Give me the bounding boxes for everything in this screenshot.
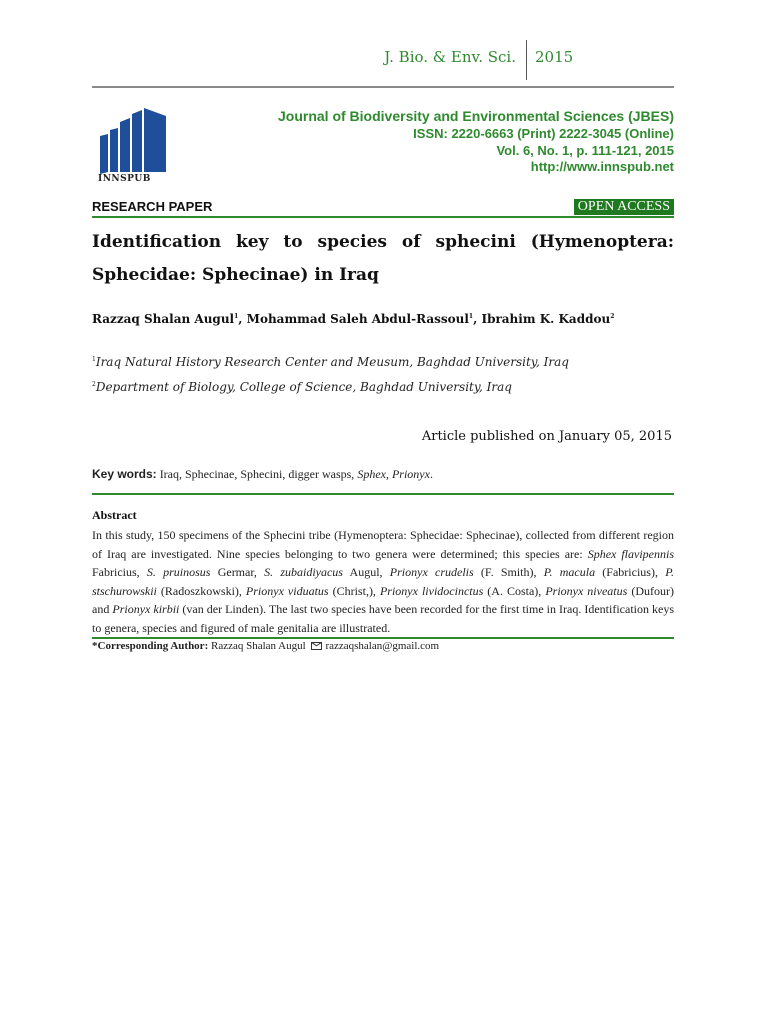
journal-url[interactable]: http://www.innspub.net <box>530 159 674 174</box>
corresponding-name: Razzaq Shalan Augul <box>208 640 309 652</box>
journal-short-title: J. Bio. & Env. Sci. <box>384 48 516 66</box>
section-rule-top <box>92 216 674 218</box>
author-affil-mark: 2 <box>610 313 615 320</box>
affiliation-text: Department of Biology, College of Science, Baghdad University, Iraq <box>95 380 512 394</box>
abstract-text: Fabricius, <box>92 565 147 580</box>
abstract-text: (Christ,), <box>328 583 380 598</box>
abstract-text: In this study, 150 specimens of the Sphecini tribe (Hymenoptera: Sphecidae: Sphecinae), collected from different region of Iraq are investigated. Nine species belonging to two genera were determined; this species are: <box>92 528 674 561</box>
abstract-text: (A. Costa), <box>483 583 546 598</box>
keywords-label: Key words: <box>92 467 157 481</box>
keywords-plain: Iraq, Sphecinae, Sphecini, digger wasps, <box>156 467 358 481</box>
logo-caption: INNSPUB <box>98 174 151 184</box>
affiliation-1 <box>92 355 569 369</box>
author-name: Mohammad Saleh Abdul-Rassoul <box>246 312 469 326</box>
keywords-end: . <box>429 467 433 481</box>
abstract-body <box>92 526 674 638</box>
author-list <box>92 312 614 326</box>
journal-issn: ISSN: 2220-6663 (Print) 2222-3045 (Online) <box>413 126 674 141</box>
species-name: Prionyx viduatus <box>245 583 329 598</box>
species-name: S. pruinosus <box>146 565 211 580</box>
keywords <box>92 467 433 482</box>
open-access-badge: OPEN ACCESS <box>574 199 674 215</box>
affiliation-mark: 2 <box>92 381 96 388</box>
mail-icon <box>311 642 322 650</box>
species-name: Prionyx niveatus <box>545 583 628 598</box>
abstract-text: Augul, <box>342 565 390 580</box>
species-name: S. zubaidiyacus <box>264 565 343 580</box>
species-name: P. macula <box>543 565 596 580</box>
author-name: Razzaq Shalan Augul <box>92 312 235 326</box>
section-rule-bottom <box>92 637 674 639</box>
abstract-text: (Radoszkowski), <box>156 583 246 598</box>
author-affil-mark: 1 <box>468 313 474 320</box>
species-name: Sphex flavipennis <box>587 546 675 561</box>
paper-type-label: RESEARCH PAPER <box>92 199 213 214</box>
keywords-italic: Sphex, Prionyx <box>357 467 430 481</box>
abstract-text: (Fabricius), <box>595 565 666 580</box>
species-name: Prionyx crudelis <box>389 565 474 580</box>
species-name: P. stschurowskii <box>92 565 674 598</box>
abstract-text: (van der Linden). The last two species have been recorded for the first time in Iraq. Identification keys to genera, species and figured of male genitalia are illustrated. <box>92 602 675 635</box>
affiliation-mark: 1 <box>92 356 96 363</box>
author-separator: , <box>473 312 482 326</box>
journal-volume: Vol. 6, No. 1, p. 111-121, 2015 <box>496 143 674 158</box>
header-rule <box>92 86 674 88</box>
corresponding-author <box>92 640 439 652</box>
author-separator: , <box>238 312 247 326</box>
abstract-heading: Abstract <box>92 508 137 522</box>
paper-title: Identification key to species of sphecini (Hymenoptera: Sphecidae: Sphecinae) in Iraq <box>92 232 674 285</box>
author-name: Ibrahim K. Kaddou <box>481 312 611 326</box>
affiliation-2 <box>92 380 512 394</box>
journal-name: Journal of Biodiversity and Environmental Sciences (JBES) <box>278 108 674 124</box>
abstract-text: (Dufour) and <box>92 583 674 617</box>
species-name: Prionyx lividocinctus <box>379 583 484 598</box>
abstract-text: (F. Smith), <box>473 565 544 580</box>
author-affil-mark: 1 <box>234 313 239 320</box>
journal-year: 2015 <box>535 48 574 66</box>
header-divider <box>526 40 527 80</box>
corresponding-label: *Corresponding Author: <box>92 640 209 652</box>
affiliation-text: Iraq Natural History Research Center and Meusum, Baghdad University, Iraq <box>95 355 569 369</box>
publication-date: Article published on January 05, 2015 <box>421 429 672 444</box>
running-header <box>0 40 768 78</box>
species-name: Prionyx kirbii <box>112 602 180 617</box>
corresponding-email[interactable]: razzaqshalan@gmail.com <box>325 640 440 652</box>
section-rule-abstract <box>92 493 674 495</box>
abstract-text: Germar, <box>210 565 265 580</box>
